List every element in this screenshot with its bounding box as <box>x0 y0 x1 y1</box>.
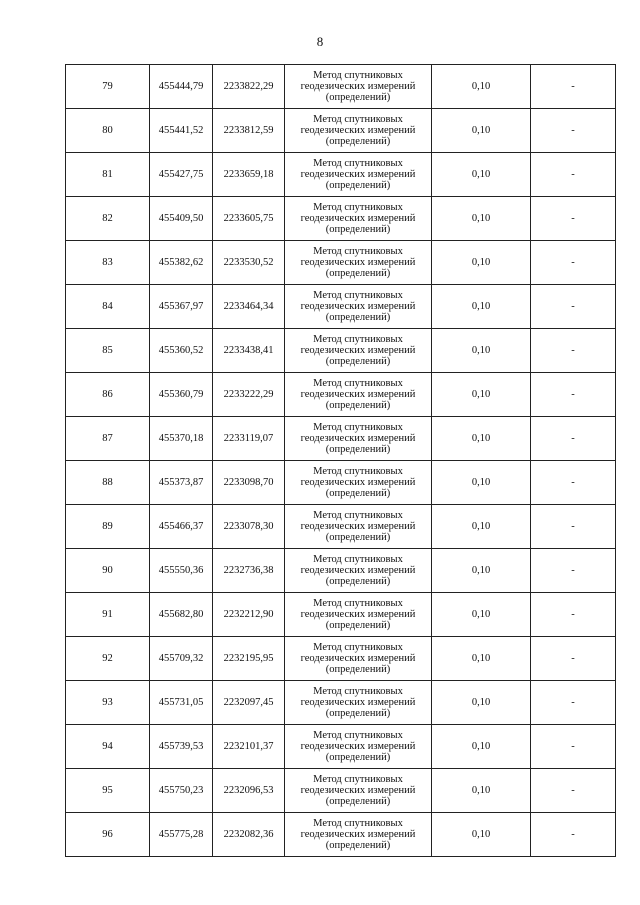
point-number-cell: 87 <box>66 417 150 461</box>
method-line: (определений) <box>325 620 391 631</box>
point-number-cell: 96 <box>66 813 150 857</box>
method-line: Метод спутниковых <box>313 466 403 477</box>
table-row <box>66 65 616 109</box>
y-coordinate-cell: 2233812,59 <box>213 109 285 153</box>
page-number: 8 <box>316 34 324 49</box>
method-cell <box>285 285 432 329</box>
x-coordinate-cell: 455739,53 <box>150 725 213 769</box>
method-cell <box>285 65 432 109</box>
table-row <box>66 769 616 813</box>
accuracy-cell: 0,10 <box>432 725 531 769</box>
point-number-cell: 81 <box>66 153 150 197</box>
note-cell: - <box>531 197 616 241</box>
method-line: (определений) <box>325 664 391 675</box>
method-line: (определений) <box>325 356 391 367</box>
method-cell <box>285 417 432 461</box>
method-line: (определений) <box>325 312 391 323</box>
method-line: (определений) <box>325 180 391 191</box>
method-line: Метод спутниковых <box>313 730 403 741</box>
table-row <box>66 593 616 637</box>
method-line: Метод спутниковых <box>313 598 403 609</box>
note-cell: - <box>531 461 616 505</box>
method-cell <box>285 153 432 197</box>
method-line: Метод спутниковых <box>313 510 403 521</box>
note-cell: - <box>531 549 616 593</box>
table-row <box>66 109 616 153</box>
method-line: геодезических измерений <box>300 653 416 664</box>
method-line: Метод спутниковых <box>313 422 403 433</box>
table-row <box>66 549 616 593</box>
method-cell <box>285 769 432 813</box>
point-number-cell: 95 <box>66 769 150 813</box>
note-cell: - <box>531 153 616 197</box>
y-coordinate-cell: 2233659,18 <box>213 153 285 197</box>
method-line: геодезических измерений <box>300 521 416 532</box>
method-line: Метод спутниковых <box>313 114 403 125</box>
method-cell <box>285 725 432 769</box>
method-line: геодезических измерений <box>300 609 416 620</box>
x-coordinate-cell: 455731,05 <box>150 681 213 725</box>
method-line: геодезических измерений <box>300 169 416 180</box>
method-line: (определений) <box>325 92 391 103</box>
table-row <box>66 197 616 241</box>
method-line: Метод спутниковых <box>313 202 403 213</box>
accuracy-cell: 0,10 <box>432 637 531 681</box>
method-line: Метод спутниковых <box>313 70 403 81</box>
method-line: Метод спутниковых <box>313 378 403 389</box>
note-cell: - <box>531 813 616 857</box>
method-line: Метод спутниковых <box>313 818 403 829</box>
coordinates-table <box>65 64 616 857</box>
method-line: (определений) <box>325 488 391 499</box>
accuracy-cell: 0,10 <box>432 461 531 505</box>
method-line: геодезических измерений <box>300 829 416 840</box>
method-cell <box>285 461 432 505</box>
x-coordinate-cell: 455409,50 <box>150 197 213 241</box>
note-cell: - <box>531 417 616 461</box>
method-cell <box>285 373 432 417</box>
method-cell <box>285 593 432 637</box>
table-row <box>66 725 616 769</box>
y-coordinate-cell: 2233222,29 <box>213 373 285 417</box>
x-coordinate-cell: 455360,52 <box>150 329 213 373</box>
y-coordinate-cell: 2232212,90 <box>213 593 285 637</box>
point-number-cell: 86 <box>66 373 150 417</box>
y-coordinate-cell: 2232097,45 <box>213 681 285 725</box>
accuracy-cell: 0,10 <box>432 681 531 725</box>
x-coordinate-cell: 455441,52 <box>150 109 213 153</box>
table-row <box>66 461 616 505</box>
table-row <box>66 637 616 681</box>
accuracy-cell: 0,10 <box>432 153 531 197</box>
table-row <box>66 505 616 549</box>
table-row <box>66 813 616 857</box>
note-cell: - <box>531 681 616 725</box>
method-line: (определений) <box>325 796 391 807</box>
method-cell <box>285 329 432 373</box>
method-line: геодезических измерений <box>300 741 416 752</box>
method-line: геодезических измерений <box>300 257 416 268</box>
accuracy-cell: 0,10 <box>432 593 531 637</box>
y-coordinate-cell: 2232195,95 <box>213 637 285 681</box>
method-line: Метод спутниковых <box>313 290 403 301</box>
accuracy-cell: 0,10 <box>432 505 531 549</box>
method-cell <box>285 505 432 549</box>
note-cell: - <box>531 593 616 637</box>
method-line: (определений) <box>325 532 391 543</box>
method-line: геодезических измерений <box>300 697 416 708</box>
x-coordinate-cell: 455775,28 <box>150 813 213 857</box>
y-coordinate-cell: 2232096,53 <box>213 769 285 813</box>
accuracy-cell: 0,10 <box>432 373 531 417</box>
method-line: Метод спутниковых <box>313 158 403 169</box>
note-cell: - <box>531 241 616 285</box>
note-cell: - <box>531 373 616 417</box>
method-line: (определений) <box>325 224 391 235</box>
method-line: Метод спутниковых <box>313 334 403 345</box>
point-number-cell: 91 <box>66 593 150 637</box>
note-cell: - <box>531 505 616 549</box>
method-line: геодезических измерений <box>300 785 416 796</box>
accuracy-cell: 0,10 <box>432 197 531 241</box>
point-number-cell: 88 <box>66 461 150 505</box>
accuracy-cell: 0,10 <box>432 417 531 461</box>
method-line: геодезических измерений <box>300 433 416 444</box>
y-coordinate-cell: 2232736,38 <box>213 549 285 593</box>
method-line: геодезических измерений <box>300 389 416 400</box>
y-coordinate-cell: 2233464,34 <box>213 285 285 329</box>
method-cell <box>285 813 432 857</box>
point-number-cell: 85 <box>66 329 150 373</box>
method-line: Метод спутниковых <box>313 246 403 257</box>
accuracy-cell: 0,10 <box>432 329 531 373</box>
method-line: (определений) <box>325 708 391 719</box>
table-row <box>66 373 616 417</box>
y-coordinate-cell: 2233078,30 <box>213 505 285 549</box>
method-line: геодезических измерений <box>300 301 416 312</box>
method-line: (определений) <box>325 136 391 147</box>
table-row <box>66 329 616 373</box>
table-row <box>66 681 616 725</box>
x-coordinate-cell: 455682,80 <box>150 593 213 637</box>
method-cell <box>285 637 432 681</box>
table-row <box>66 285 616 329</box>
method-line: Метод спутниковых <box>313 774 403 785</box>
note-cell: - <box>531 109 616 153</box>
accuracy-cell: 0,10 <box>432 549 531 593</box>
method-line: (определений) <box>325 400 391 411</box>
coordinates-table-body <box>66 65 616 857</box>
method-line: геодезических измерений <box>300 213 416 224</box>
accuracy-cell: 0,10 <box>432 241 531 285</box>
method-line: (определений) <box>325 576 391 587</box>
method-line: Метод спутниковых <box>313 686 403 697</box>
method-line: (определений) <box>325 444 391 455</box>
method-cell <box>285 197 432 241</box>
point-number-cell: 82 <box>66 197 150 241</box>
point-number-cell: 84 <box>66 285 150 329</box>
accuracy-cell: 0,10 <box>432 65 531 109</box>
method-line: (определений) <box>325 268 391 279</box>
accuracy-cell: 0,10 <box>432 769 531 813</box>
note-cell: - <box>531 329 616 373</box>
accuracy-cell: 0,10 <box>432 813 531 857</box>
method-line: геодезических измерений <box>300 565 416 576</box>
note-cell: - <box>531 65 616 109</box>
table-row <box>66 417 616 461</box>
method-line: геодезических измерений <box>300 345 416 356</box>
note-cell: - <box>531 725 616 769</box>
point-number-cell: 83 <box>66 241 150 285</box>
table-row <box>66 153 616 197</box>
method-cell <box>285 681 432 725</box>
y-coordinate-cell: 2233605,75 <box>213 197 285 241</box>
y-coordinate-cell: 2233119,07 <box>213 417 285 461</box>
point-number-cell: 90 <box>66 549 150 593</box>
y-coordinate-cell: 2233822,29 <box>213 65 285 109</box>
accuracy-cell: 0,10 <box>432 285 531 329</box>
x-coordinate-cell: 455750,23 <box>150 769 213 813</box>
method-line: (определений) <box>325 840 391 851</box>
x-coordinate-cell: 455370,18 <box>150 417 213 461</box>
method-cell <box>285 241 432 285</box>
y-coordinate-cell: 2233098,70 <box>213 461 285 505</box>
x-coordinate-cell: 455367,97 <box>150 285 213 329</box>
x-coordinate-cell: 455550,36 <box>150 549 213 593</box>
method-line: геодезических измерений <box>300 477 416 488</box>
method-cell <box>285 549 432 593</box>
method-line: геодезических измерений <box>300 81 416 92</box>
accuracy-cell: 0,10 <box>432 109 531 153</box>
note-cell: - <box>531 769 616 813</box>
x-coordinate-cell: 455709,32 <box>150 637 213 681</box>
point-number-cell: 79 <box>66 65 150 109</box>
x-coordinate-cell: 455382,62 <box>150 241 213 285</box>
method-line: (определений) <box>325 752 391 763</box>
y-coordinate-cell: 2232101,37 <box>213 725 285 769</box>
table-row <box>66 241 616 285</box>
point-number-cell: 92 <box>66 637 150 681</box>
x-coordinate-cell: 455427,75 <box>150 153 213 197</box>
y-coordinate-cell: 2233530,52 <box>213 241 285 285</box>
x-coordinate-cell: 455466,37 <box>150 505 213 549</box>
method-cell <box>285 109 432 153</box>
point-number-cell: 89 <box>66 505 150 549</box>
point-number-cell: 94 <box>66 725 150 769</box>
x-coordinate-cell: 455444,79 <box>150 65 213 109</box>
point-number-cell: 93 <box>66 681 150 725</box>
note-cell: - <box>531 285 616 329</box>
y-coordinate-cell: 2232082,36 <box>213 813 285 857</box>
y-coordinate-cell: 2233438,41 <box>213 329 285 373</box>
method-line: Метод спутниковых <box>313 554 403 565</box>
method-line: геодезических измерений <box>300 125 416 136</box>
note-cell: - <box>531 637 616 681</box>
point-number-cell: 80 <box>66 109 150 153</box>
x-coordinate-cell: 455360,79 <box>150 373 213 417</box>
method-line: Метод спутниковых <box>313 642 403 653</box>
x-coordinate-cell: 455373,87 <box>150 461 213 505</box>
